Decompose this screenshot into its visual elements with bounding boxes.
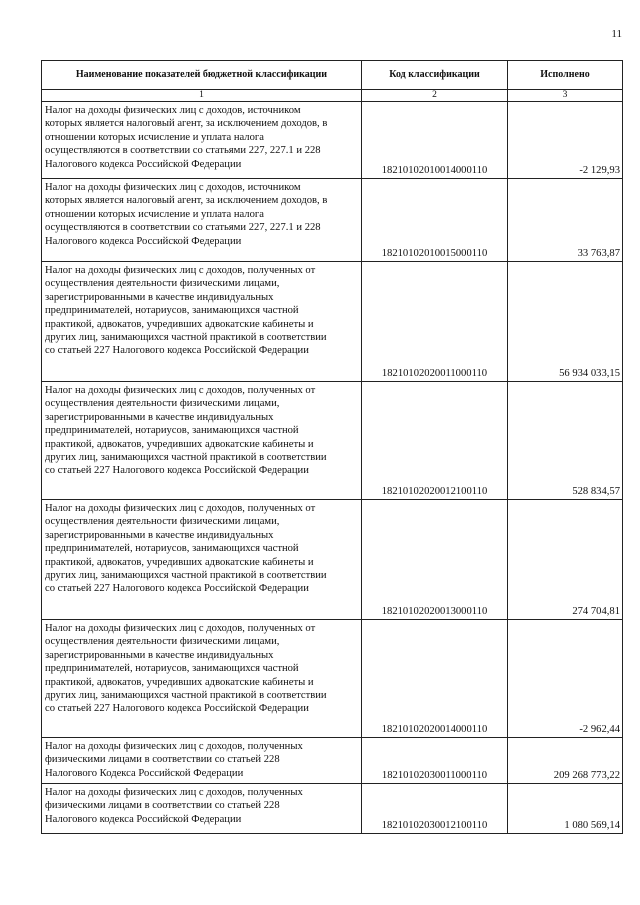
classification-code: 18210102010015000110	[362, 179, 508, 262]
classification-code: 18210102020011000110	[362, 262, 508, 382]
header-executed: Исполнено	[508, 61, 623, 90]
classification-code: 18210102020012100110	[362, 382, 508, 500]
table-row	[42, 179, 623, 262]
indicator-name: Налог на доходы физических лиц с доходов, полученных от осуществления деятельности физическими лицами, зарегистрированными в качестве индивидуальных предпринимателей, нотариусов, занимающихся частной практикой, адвокатов, учредивших адвокатские кабинеты и других лиц, занимающихся частной практикой в соответствии со статьей 227 Налогового кодекса Российской Федерации	[42, 500, 362, 620]
executed-amount: -2 129,93	[508, 102, 623, 179]
table-row	[42, 500, 623, 620]
classification-code: 18210102020013000110	[362, 500, 508, 620]
header-name: Наименование показателей бюджетной классификации	[42, 61, 362, 90]
column-index-row	[42, 90, 623, 102]
table-row	[42, 738, 623, 784]
indicator-name: Налог на доходы физических лиц с доходов, полученных физическими лицами в соответствии со статьей 228 Налогового кодекса Российской Федерации	[42, 784, 362, 834]
indicator-name: Налог на доходы физических лиц с доходов, источником которых является налоговый агент, за исключением доходов, в отношении которых исчисление и уплата налога осуществляются в соответствии со статьями 227, 227.1 и 228 Налогового кодекса Российской Федерации	[42, 102, 362, 179]
indicator-name: Налог на доходы физических лиц с доходов, полученных от осуществления деятельности физическими лицами, зарегистрированными в качестве индивидуальных предпринимателей, нотариусов, занимающихся частной практикой, адвокатов, учредивших адвокатские кабинеты и других лиц, занимающихся частной практикой в соответствии со статьей 227 Налогового кодекса Российской Федерации	[42, 620, 362, 738]
indicator-name: Налог на доходы физических лиц с доходов, полученных от осуществления деятельности физическими лицами, зарегистрированными в качестве индивидуальных предпринимателей, нотариусов, занимающихся частной практикой, адвокатов, учредивших адвокатские кабинеты и других лиц, занимающихся частной практикой в соответствии со статьей 227 Налогового кодекса Российской Федерации	[42, 382, 362, 500]
budget-classification-table	[41, 60, 623, 834]
executed-amount: 274 704,81	[508, 500, 623, 620]
executed-amount: 1 080 569,14	[508, 784, 623, 834]
classification-code: 18210102030012100110	[362, 784, 508, 834]
table-row	[42, 262, 623, 382]
table-row	[42, 784, 623, 834]
indicator-name: Налог на доходы физических лиц с доходов, полученных физическими лицами в соответствии со статьей 228 Налогового Кодекса Российской Федерации	[42, 738, 362, 784]
column-index-1: 1	[42, 90, 362, 102]
executed-amount: 528 834,57	[508, 382, 623, 500]
table-row	[42, 620, 623, 738]
indicator-name: Налог на доходы физических лиц с доходов, полученных от осуществления деятельности физическими лицами, зарегистрированными в качестве индивидуальных предпринимателей, нотариусов, занимающихся частной практикой, адвокатов, учредивших адвокатские кабинеты и других лиц, занимающихся частной практикой в соответствии со статьей 227 Налогового кодекса Российской Федерации	[42, 262, 362, 382]
column-index-2: 2	[362, 90, 508, 102]
indicator-name: Налог на доходы физических лиц с доходов, источником которых является налоговый агент, за исключением доходов, в отношении которых исчисление и уплата налога осуществляются в соответствии со статьями 227, 227.1 и 228 Налогового кодекса Российской Федерации	[42, 179, 362, 262]
classification-code: 18210102030011000110	[362, 738, 508, 784]
executed-amount: 56 934 033,15	[508, 262, 623, 382]
header-code: Код классификации	[362, 61, 508, 90]
page-number: 11	[611, 28, 622, 40]
executed-amount: -2 962,44	[508, 620, 623, 738]
header-row	[42, 61, 623, 90]
executed-amount: 33 763,87	[508, 179, 623, 262]
table-row	[42, 382, 623, 500]
column-index-3: 3	[508, 90, 623, 102]
executed-amount: 209 268 773,22	[508, 738, 623, 784]
classification-code: 18210102020014000110	[362, 620, 508, 738]
table-row	[42, 102, 623, 179]
classification-code: 18210102010014000110	[362, 102, 508, 179]
